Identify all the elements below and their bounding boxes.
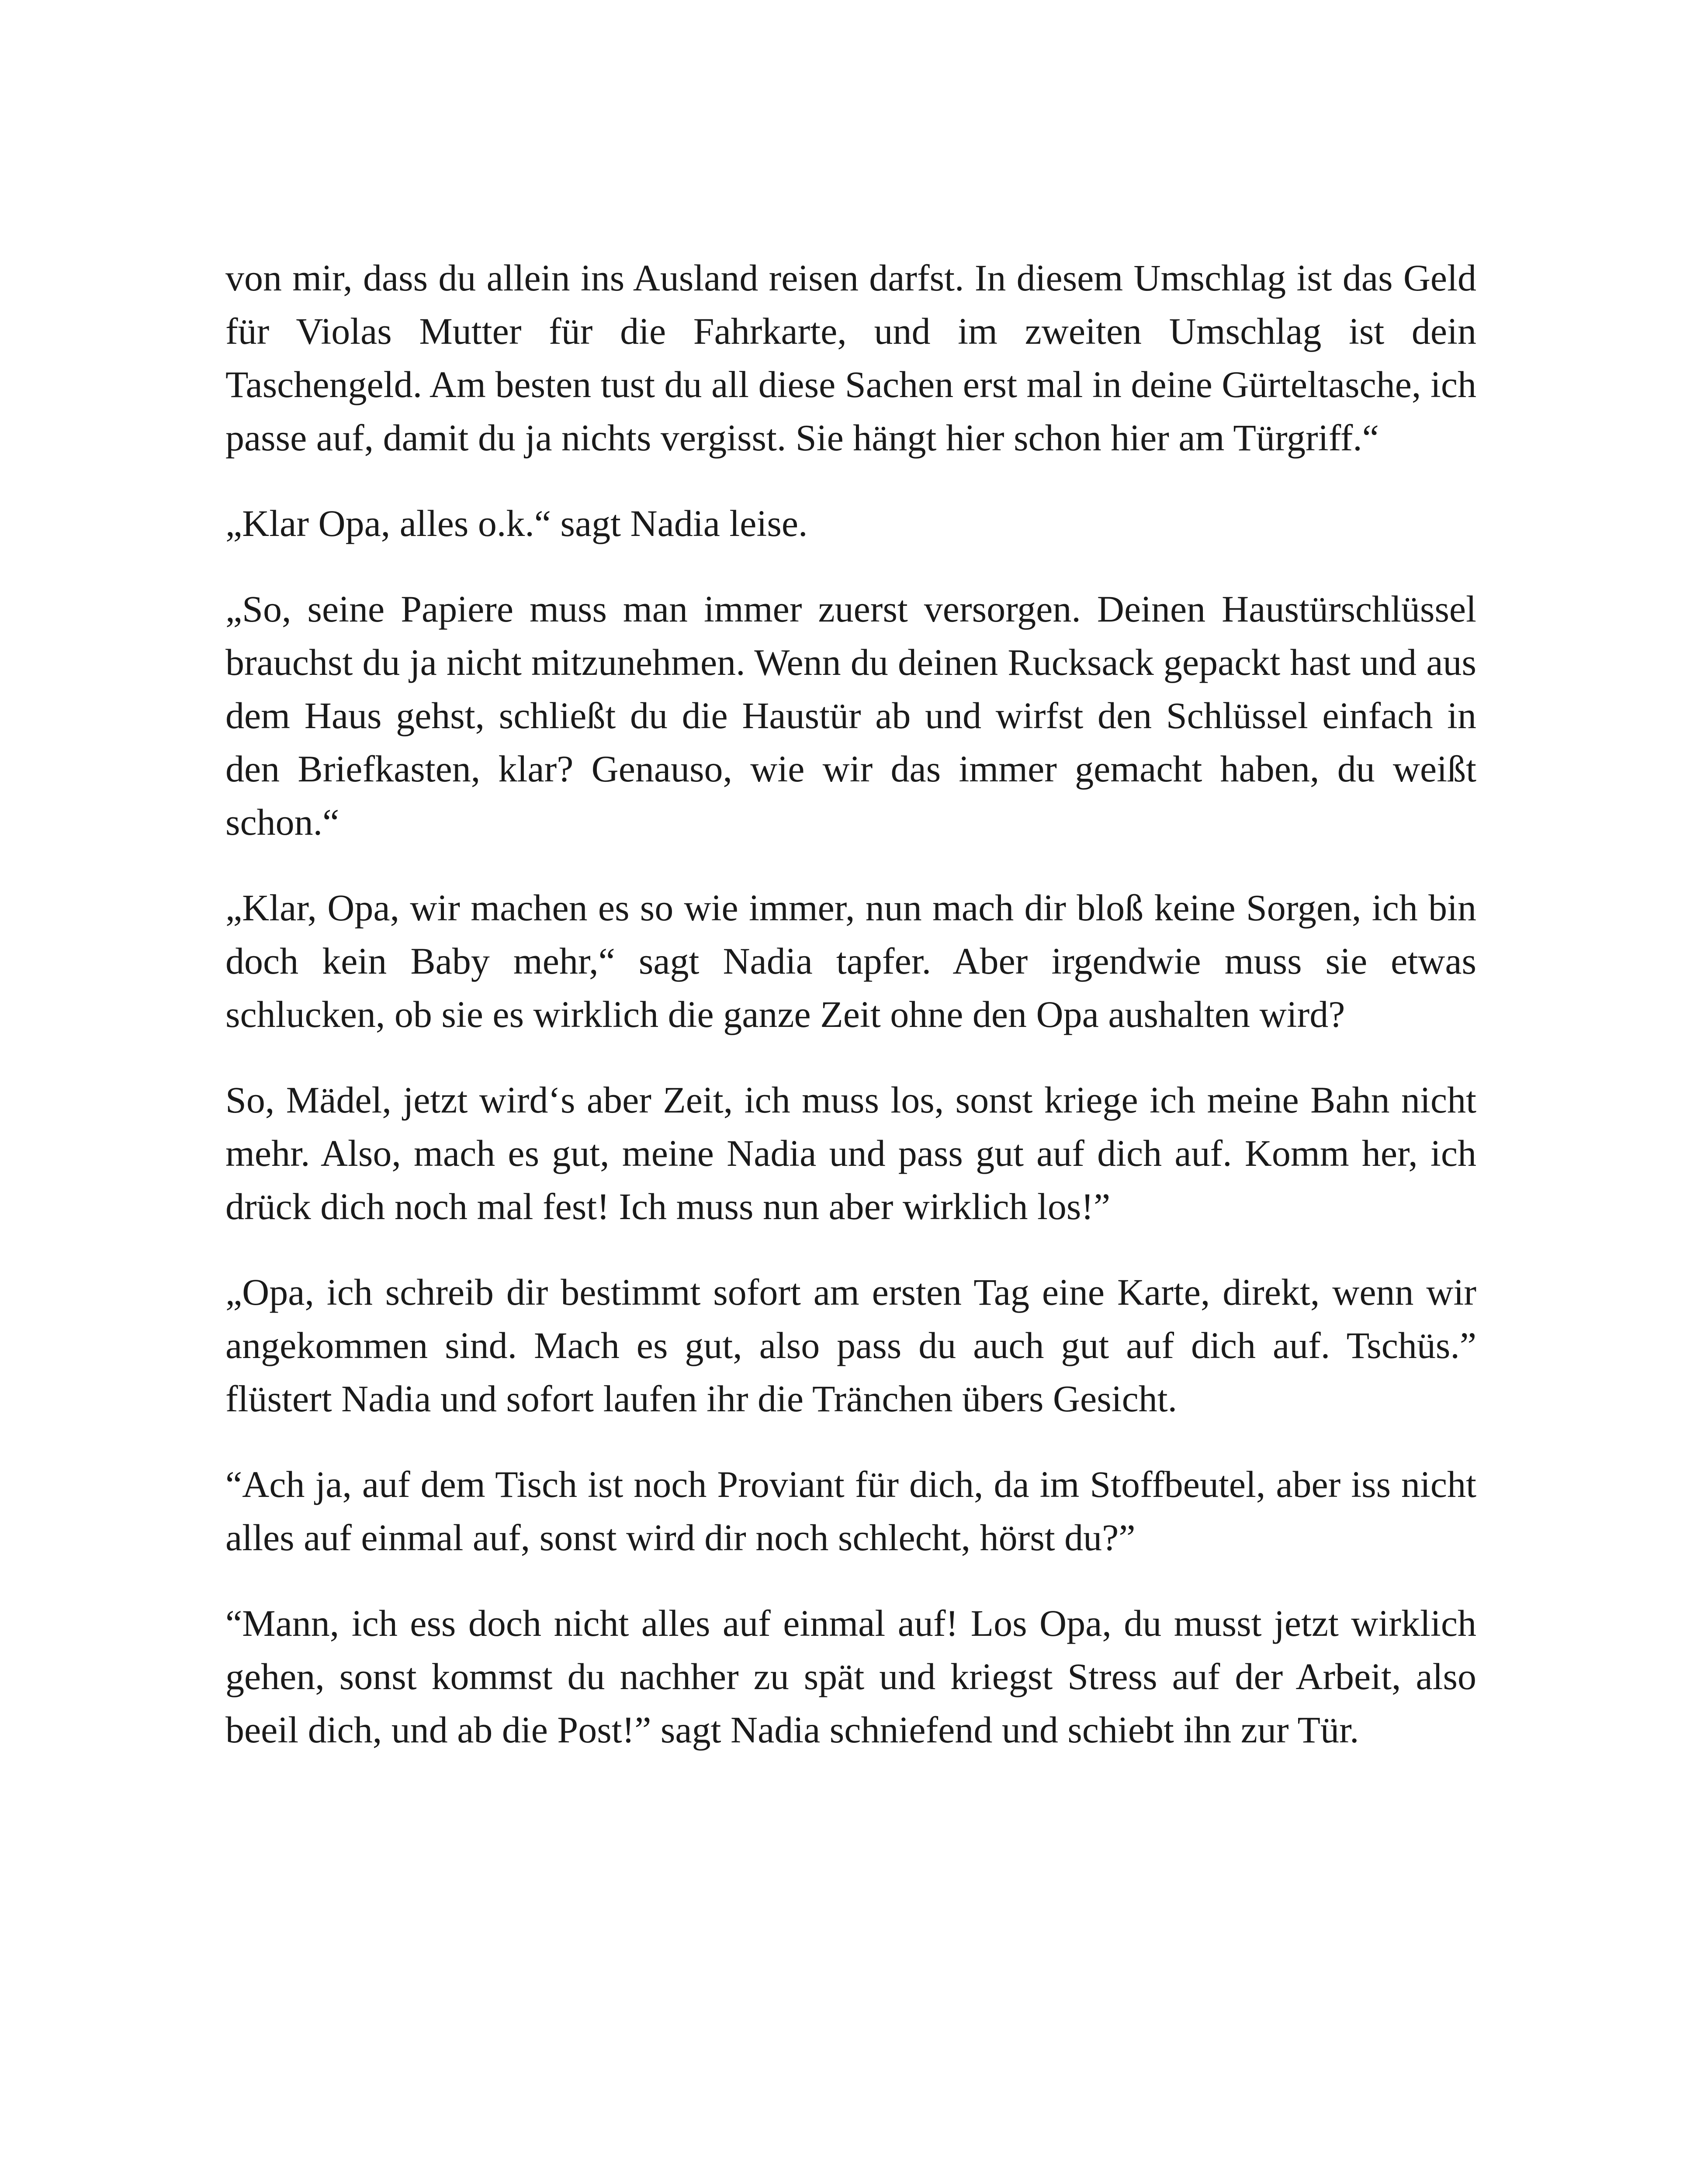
paragraph: „So, seine Papiere muss man immer zuerst versorgen. Deinen Haustürschlüssel brauchst du ja nicht mitzunehmen. Wenn du deinen Rucksack gepackt hast und aus dem Haus gehst, schließt du die Haustür ab und wirfst den Schlüssel einfach in den Briefkasten, klar? Genauso, wie wir das immer gemacht haben, du weißt schon.“ — [225, 588, 1476, 843]
paragraph: “Ach ja, auf dem Tisch ist noch Proviant für dich, da im Stoffbeutel, aber iss nicht alles auf einmal auf, sonst wird dir noch schlecht, hörst du?” — [225, 1463, 1476, 1559]
body-text — [225, 251, 1476, 1789]
paragraph: „Klar, Opa, wir machen es so wie immer, nun mach dir bloß keine Sorgen, ich bin doch kein Baby mehr,“ sagt Nadia tapfer. Aber irgendwie muss sie etwas schlucken, ob sie es wirklich die ganze Zeit ohne den Opa aushalten wird? — [225, 887, 1476, 1035]
paragraph: „Opa, ich schreib dir bestimmt sofort am ersten Tag eine Karte, direkt, wenn wir angekommen sind. Mach es gut, also pass du auch gut auf dich auf. Tschüs.” flüstert Nadia und sofort laufen ihr die Tränchen übers Gesicht. — [225, 1271, 1476, 1420]
paragraph: von mir, dass du allein ins Ausland reisen darfst. In diesem Umschlag ist das Geld für Violas Mutter für die Fahrkarte, und im zweiten Umschlag ist dein Taschengeld. Am besten tust du all diese Sachen erst mal in deine Gürteltasche, ich passe auf, damit du ja nichts vergisst. Sie hängt hier schon hier am Türgriff.“ — [225, 257, 1476, 459]
paragraph: So, Mädel, jetzt wird‘s aber Zeit, ich muss los, sonst kriege ich meine Bahn nicht mehr. Also, mach es gut, meine Nadia und pass gut auf dich auf. Komm her, ich drück dich noch mal fest! Ich muss nun aber wirklich los!” — [225, 1079, 1476, 1227]
paragraph: “Mann, ich ess doch nicht alles auf einmal auf! Los Opa, du musst jetzt wirklich gehen, sonst kommst du nachher zu spät und kriegst Stress auf der Arbeit, also beeil dich, und ab die Post!” sagt Nadia schniefend und schiebt ihn zur Tür. — [225, 1602, 1476, 1751]
paragraph: „Klar Opa, alles o.k.“ sagt Nadia leise. — [225, 502, 808, 544]
